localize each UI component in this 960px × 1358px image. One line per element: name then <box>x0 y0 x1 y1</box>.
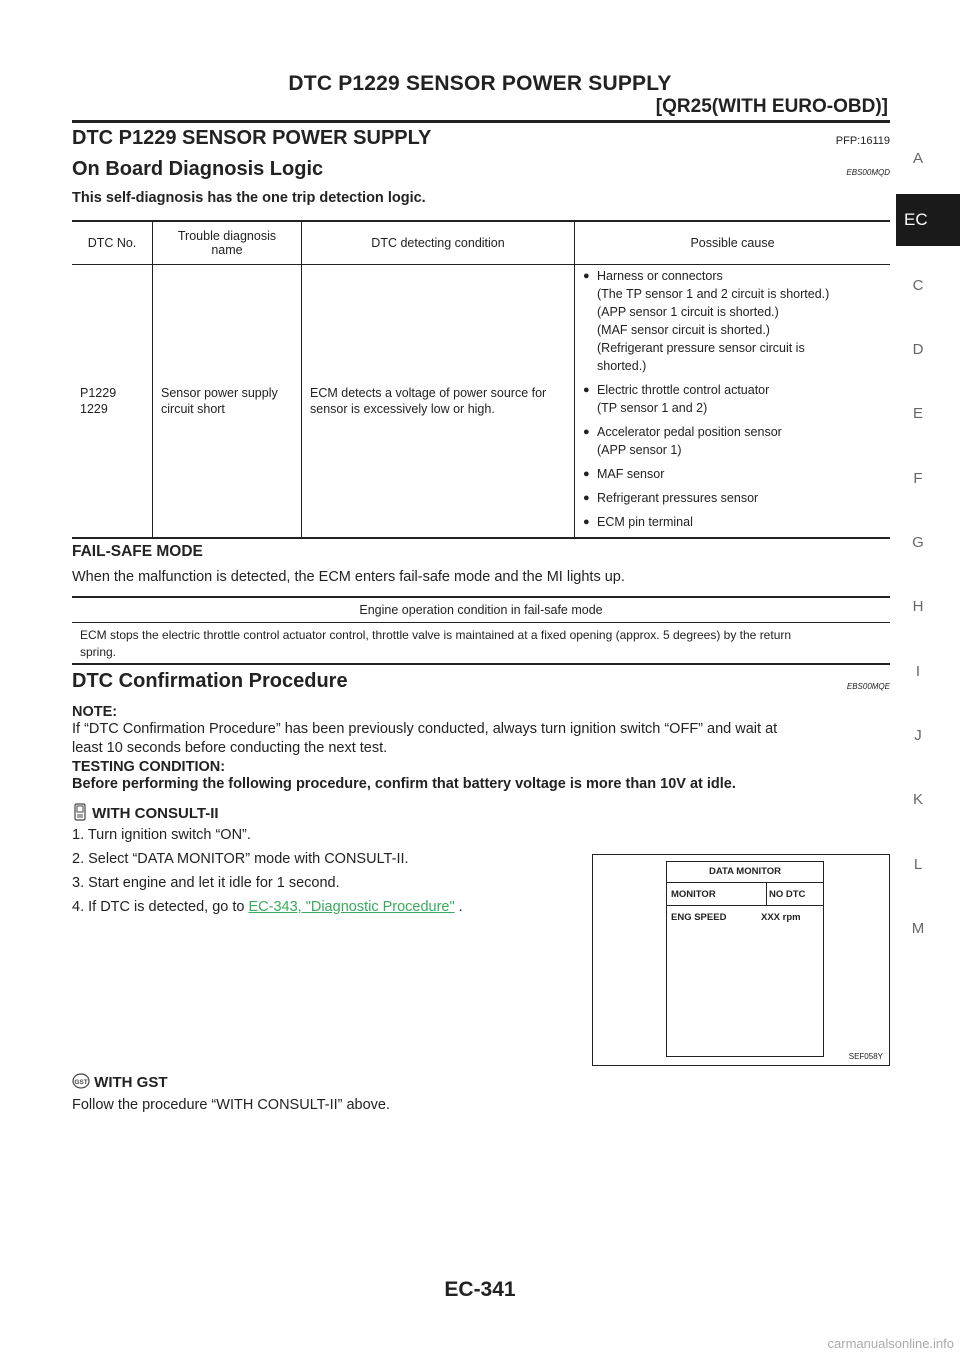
bullet-icon: ● <box>583 384 590 396</box>
bullet-icon: ● <box>583 492 590 504</box>
dtc-table <box>72 220 890 539</box>
screen-header-row <box>667 883 823 906</box>
cause-line: (APP sensor 1 circuit is shorted.) <box>597 305 779 319</box>
side-index-i[interactable]: I <box>915 663 921 680</box>
figure-code: SEF058Y <box>848 1052 883 1061</box>
side-index-k[interactable]: K <box>912 791 923 808</box>
trouble-name-line-2: circuit short <box>161 402 225 416</box>
condition-line-2: sensor is excessively low or high. <box>310 402 495 416</box>
side-index-m[interactable]: M <box>911 920 925 937</box>
cause-item <box>583 423 882 459</box>
step-4 <box>72 899 463 915</box>
data-monitor-screen <box>666 861 824 1057</box>
data-monitor-figure <box>592 854 890 1066</box>
gst-icon <box>72 1073 90 1093</box>
cause-line: (TP sensor 1 and 2) <box>597 401 708 415</box>
cause-line: shorted.) <box>597 359 647 373</box>
testing-condition-text: Before performing the following procedure, confirm that battery voltage is more than 10V at idle. <box>72 776 736 792</box>
confirmation-code: EBS00MQE <box>846 682 890 691</box>
condition-line-1: ECM detects a voltage of power source for <box>310 386 547 400</box>
step-1: 1. Turn ignition switch “ON”. <box>72 827 251 843</box>
svg-text:GST: GST <box>74 1079 88 1086</box>
column-divider <box>766 883 767 905</box>
gst-heading <box>72 1073 168 1093</box>
watermark: carmanualsonline.info <box>827 1336 954 1351</box>
note-line-2: least 10 seconds before conducting the next test. <box>72 740 388 756</box>
side-index-ec-active[interactable]: EC <box>896 194 960 246</box>
cause-item <box>583 267 882 375</box>
header-dtc-no: DTC No. <box>72 221 153 265</box>
side-index-l[interactable]: L <box>913 856 923 873</box>
fail-safe-table-header: Engine operation condition in fail-safe mode <box>72 596 890 623</box>
diagnostic-procedure-link[interactable]: EC-343, "Diagnostic Procedure" <box>248 899 455 915</box>
obd-logic-code: EBS00MQD <box>846 168 890 177</box>
eng-speed-label: ENG SPEED <box>671 912 727 923</box>
cause-line: (The TP sensor 1 and 2 circuit is shorted.) <box>597 287 830 301</box>
step-4-suffix: . <box>454 899 463 915</box>
trouble-name-cell <box>153 265 302 539</box>
bullet-icon: ● <box>583 270 590 282</box>
step-3: 3. Start engine and let it idle for 1 second. <box>72 875 340 891</box>
cause-item <box>583 381 882 417</box>
dtc-code: P1229 <box>80 386 117 400</box>
eng-speed-value: XXX rpm <box>761 912 801 923</box>
side-index-c[interactable]: C <box>912 277 924 294</box>
consult-heading <box>72 803 219 825</box>
page-header-subtitle: [QR25(WITH EURO-OBD)] <box>655 96 888 117</box>
no-dtc-label: NO DTC <box>769 889 806 900</box>
side-index-d[interactable]: D <box>912 341 924 358</box>
obd-logic-heading: On Board Diagnosis Logic <box>72 158 324 180</box>
page-header-title: DTC P1229 SENSOR POWER SUPPLY <box>288 72 672 95</box>
bullet-icon: ● <box>583 516 590 528</box>
pfp-code: PFP:16119 <box>835 135 890 147</box>
cause-item <box>583 489 882 507</box>
dtc-code-short: 1229 <box>80 402 108 416</box>
screen-title: DATA MONITOR <box>667 862 823 883</box>
gst-text: Follow the procedure “WITH CONSULT-II” above. <box>72 1097 391 1113</box>
side-index-j[interactable]: J <box>914 727 922 744</box>
header-trouble-line-2: name <box>211 243 243 257</box>
header-rule <box>72 120 890 123</box>
side-index-f[interactable]: F <box>913 470 923 487</box>
fail-safe-heading: FAIL-SAFE MODE <box>72 543 203 560</box>
note-label: NOTE: <box>72 704 118 720</box>
screen-data-row <box>667 906 823 926</box>
fail-safe-body-line-2: spring. <box>80 645 117 659</box>
cause-item <box>583 513 882 531</box>
gst-title: WITH GST <box>94 1073 168 1091</box>
consult-device-icon <box>72 803 88 825</box>
side-index-h[interactable]: H <box>912 598 924 615</box>
cause-line: ECM pin terminal <box>597 515 693 529</box>
step-4-prefix: 4. If DTC is detected, go to <box>72 899 249 915</box>
header-condition: DTC detecting condition <box>302 221 575 265</box>
header-cause: Possible cause <box>575 221 891 265</box>
page-number: EC-341 <box>444 1278 516 1301</box>
cause-line: Electric throttle control actuator <box>597 383 770 397</box>
monitor-label: MONITOR <box>671 889 716 900</box>
testing-condition-label: TESTING CONDITION: <box>72 759 226 775</box>
side-index-g[interactable]: G <box>912 534 924 551</box>
consult-title: WITH CONSULT-II <box>92 804 219 822</box>
table-row <box>72 265 890 539</box>
fail-safe-table <box>72 596 890 665</box>
cause-line: Accelerator pedal position sensor <box>597 425 782 439</box>
cause-line: Refrigerant pressures sensor <box>597 491 759 505</box>
fail-safe-body-line-1: ECM stops the electric throttle control actuator control, throttle valve is maintained at a fixed opening (approx. 5 degrees) by the return <box>80 628 792 642</box>
note-line-1: If “DTC Confirmation Procedure” has been previously conducted, always turn ignition switch “OFF” and wait at <box>72 721 778 737</box>
bullet-icon: ● <box>583 426 590 438</box>
cause-line: (MAF sensor circuit is shorted.) <box>597 323 770 337</box>
section-title: DTC P1229 SENSOR POWER SUPPLY <box>72 127 432 149</box>
cause-line: (APP sensor 1) <box>597 443 682 457</box>
fail-safe-table-body <box>72 623 890 665</box>
side-index-a[interactable]: A <box>912 150 923 167</box>
step-2: 2. Select “DATA MONITOR” mode with CONSULT-II. <box>72 851 409 867</box>
cause-item <box>583 465 882 483</box>
side-index-e[interactable]: E <box>912 405 923 422</box>
cause-line: MAF sensor <box>597 467 665 481</box>
header-trouble-name <box>153 221 302 265</box>
obd-logic-intro: This self-diagnosis has the one trip detection logic. <box>72 190 426 206</box>
header-trouble-line-1: Trouble diagnosis <box>177 229 277 243</box>
cause-line: Harness or connectors <box>597 269 723 283</box>
dtc-no-cell <box>72 265 153 539</box>
bullet-icon: ● <box>583 468 590 480</box>
confirmation-heading: DTC Confirmation Procedure <box>72 670 348 692</box>
cause-line: (Refrigerant pressure sensor circuit is <box>597 341 805 355</box>
condition-cell <box>302 265 575 539</box>
trouble-name-line-1: Sensor power supply <box>161 386 278 400</box>
fail-safe-text: When the malfunction is detected, the ECM enters fail-safe mode and the MI lights up. <box>72 569 625 585</box>
cause-cell <box>575 265 891 539</box>
